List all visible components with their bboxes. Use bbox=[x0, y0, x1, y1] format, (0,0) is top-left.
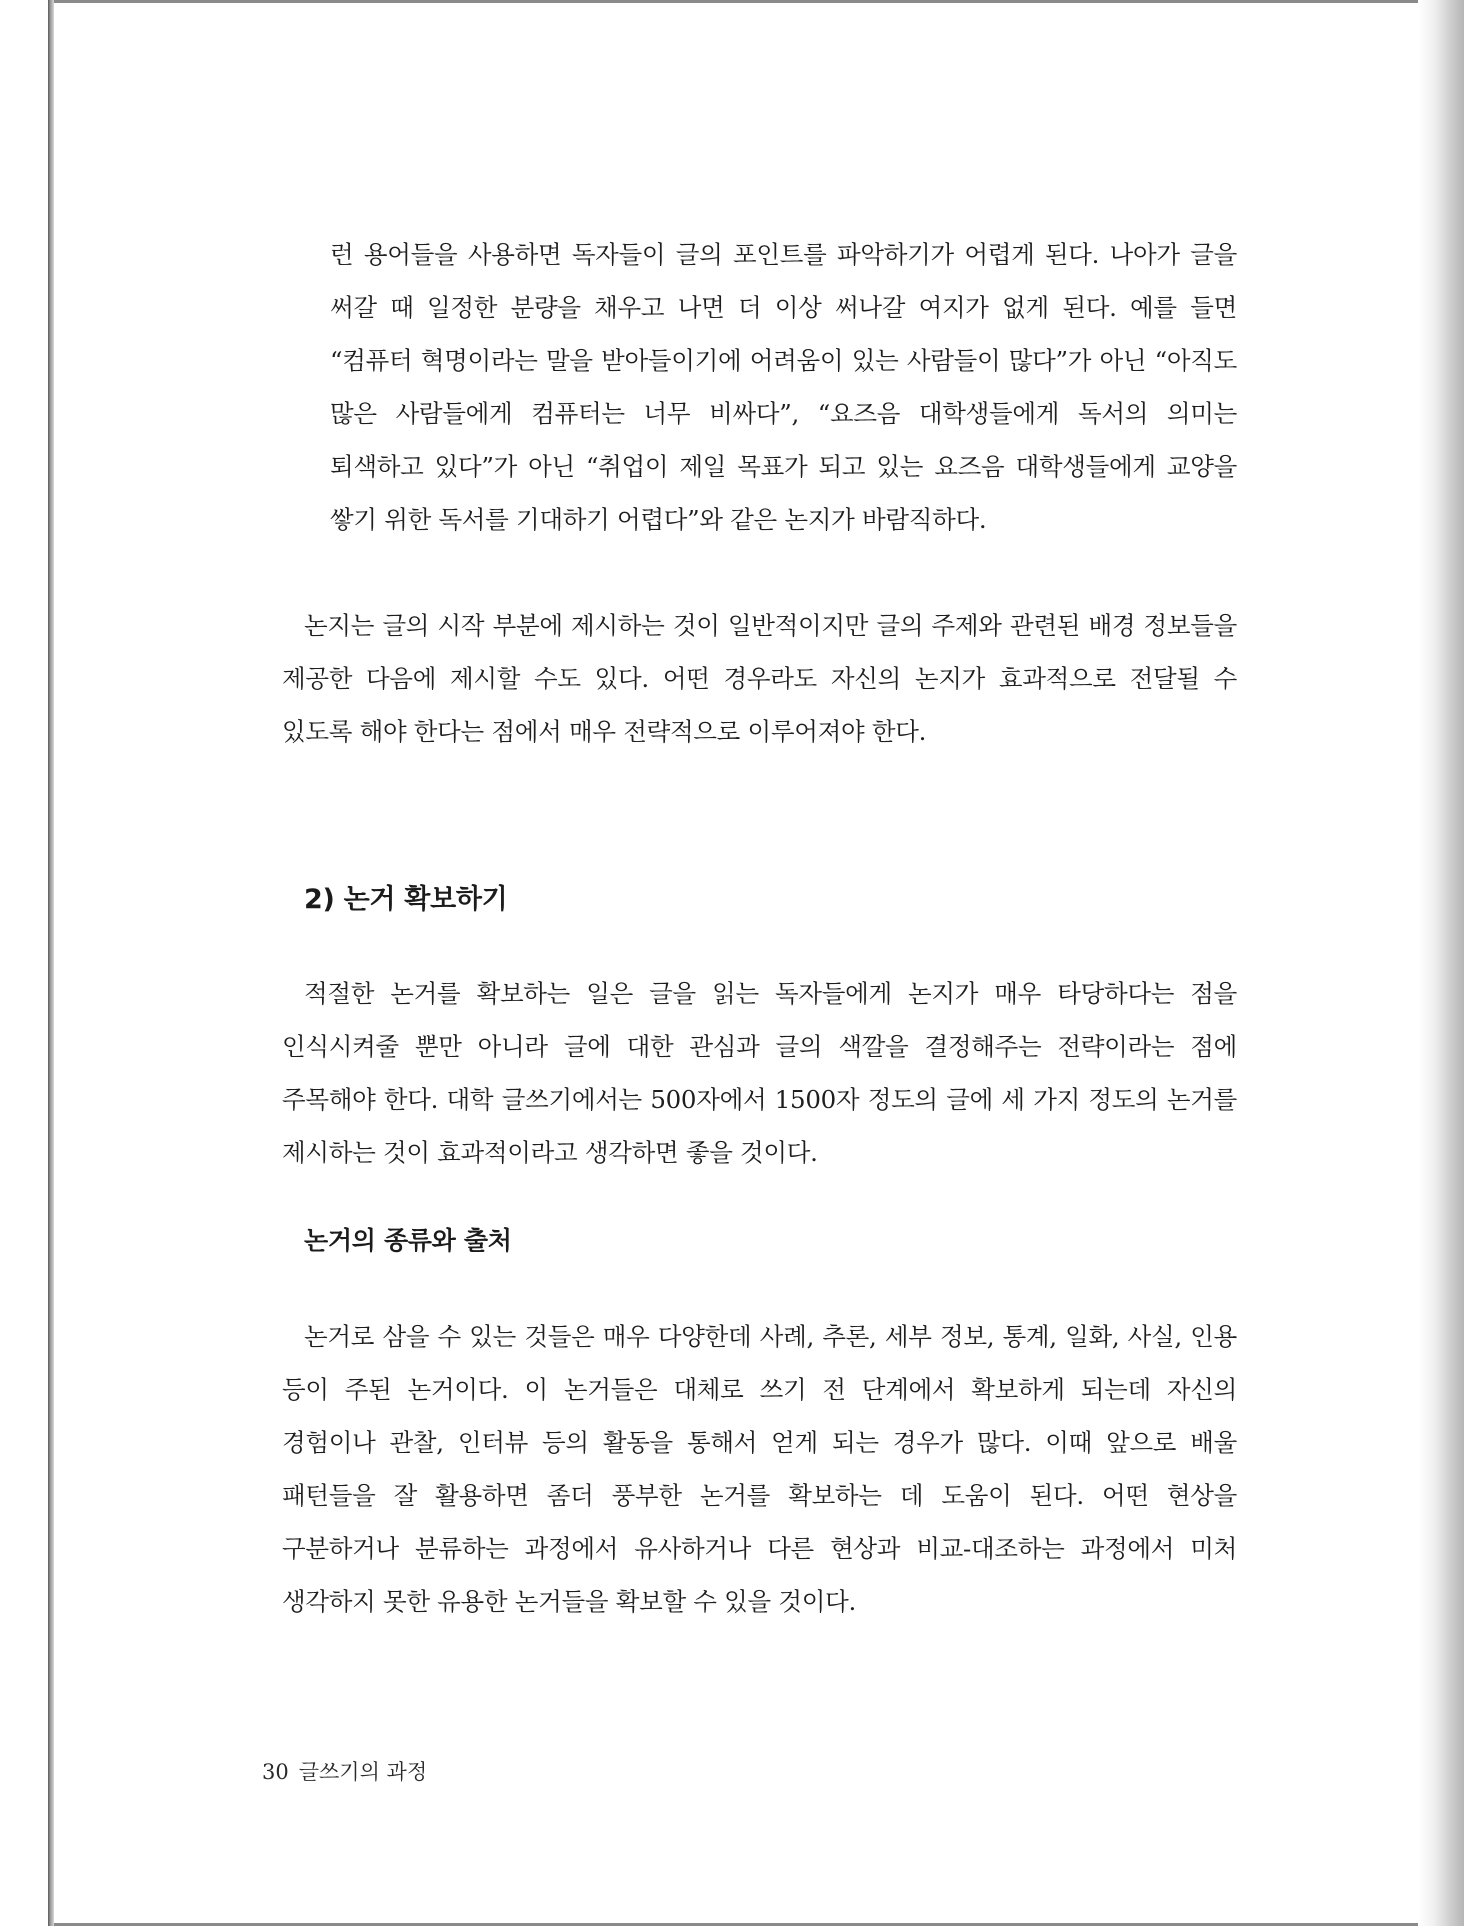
page-top-edge bbox=[48, 0, 1464, 3]
spacer bbox=[282, 546, 1237, 599]
page-footer bbox=[262, 1756, 427, 1786]
page-number: 30 bbox=[262, 1760, 289, 1784]
running-title: 글쓰기의 과정 bbox=[298, 1760, 428, 1784]
paragraph-argument-types: 논거로 삼을 수 있는 것들은 매우 다양한데 사례, 추론, 세부 정보, 통계, 일화, 사실, 인용 등이 주된 논거이다. 이 논거들은 대체로 쓰기 전 단계에서 확보하게 되는데 자신의 경험이나 관찰, 인터뷰 등의 활동을 통해서 얻게 되는 경우가 많다. 이때 앞으로 배울 패턴들을 잘 활용하면 좀더 풍부한 논거를 확보하는 데 도움이 된다. 어떤 현상을 구분하거나 분류하는 과정에서 유사하거나 다른 현상과 비교-대조하는 과정에서 미처 생각하지 못한 유용한 논거들을 확보할 수 있을 것이다. bbox=[282, 1322, 1237, 1616]
page-curl-shadow bbox=[1418, 0, 1464, 1926]
page-content bbox=[282, 228, 1237, 1628]
paragraph-securing-arguments: 적절한 논거를 확보하는 일은 글을 읽는 독자들에게 논지가 매우 타당하다는 점을 인식시켜줄 뿐만 아니라 글에 대한 관심과 글의 색깔을 결정해주는 전략이라는 점에 주목해야 한다. 대학 글쓰기에서는 500자에서 1500자 정도의 글에 세 가지 정도의 논거를 제시하는 것이 효과적이라고 생각하면 좋을 것이다. bbox=[282, 979, 1237, 1167]
section-heading: 2) 논거 확보하기 bbox=[304, 884, 508, 915]
spacer bbox=[282, 1260, 1237, 1310]
spacer bbox=[282, 758, 1237, 880]
paragraph-thesis-placement: 논지는 글의 시작 부분에 제시하는 것이 일반적이지만 글의 주제와 관련된 배경 정보들을 제공한 다음에 제시할 수도 있다. 어떤 경우라도 자신의 논지가 효과적으로 전달될 수 있도록 해야 한다는 점에서 매우 전략적으로 이루어져야 한다. bbox=[282, 611, 1237, 746]
spacer bbox=[282, 1179, 1237, 1222]
subsection-heading: 논거의 종류와 출처 bbox=[304, 1226, 512, 1255]
page-binding-edge bbox=[48, 0, 54, 1926]
spacer bbox=[282, 920, 1237, 967]
quote-paragraph: 런 용어들을 사용하면 독자들이 글의 포인트를 파악하기가 어렵게 된다. 나아가 글을 써갈 때 일정한 분량을 채우고 나면 더 이상 써나갈 여지가 없게 된다. 예를 들면 “컴퓨터 혁명이라는 말을 받아들이기에 어려움이 있는 사람들이 많다”가 아닌 “아직도 많은 사람들에게 컴퓨터는 너무 비싸다”, “요즈음 대학생들에게 독서의 의미는 퇴색하고 있다”가 아닌 “취업이 제일 목표가 되고 있는 요즈음 대학생들에게 교양을 쌓기 위한 독서를 기대하기 어렵다”와 같은 논지가 바람직하다. bbox=[330, 240, 1237, 534]
